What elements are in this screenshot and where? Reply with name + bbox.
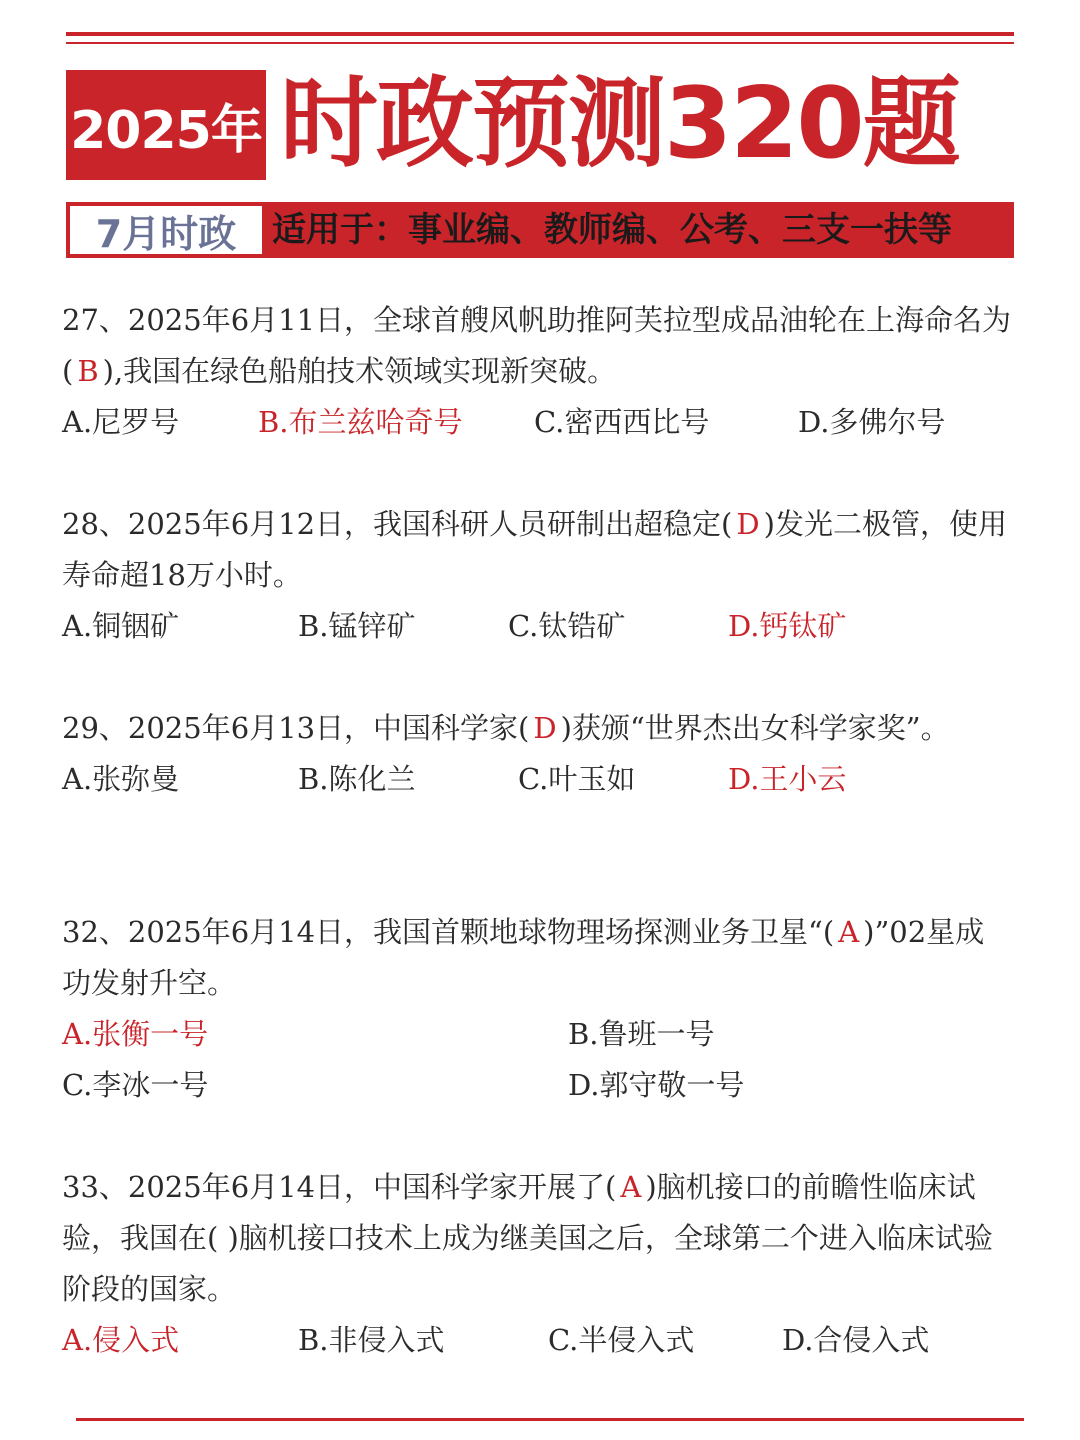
question-stem-end: ),我国在绿色船舶技术领域实现新突破。 — [102, 354, 617, 388]
answer-mark: D — [736, 507, 760, 541]
options-row — [62, 1009, 1012, 1060]
options-row — [62, 601, 1012, 652]
option-a-correct: A.张衡一号 — [62, 1017, 209, 1051]
option-d: D.郭守敬一号 — [568, 1068, 745, 1102]
answer-mark: A — [620, 1170, 642, 1204]
bottom-rule — [76, 1418, 1024, 1421]
question-text — [62, 295, 1012, 397]
option-d-correct: D.王小云 — [728, 762, 847, 796]
page-title: 时政预测320题 — [280, 67, 959, 181]
question-block — [62, 499, 1012, 652]
option-b-correct: B.布兰兹哈奇号 — [258, 405, 463, 439]
option-c: C.密西西比号 — [534, 405, 710, 439]
answer-mark: B — [77, 354, 99, 388]
question-stem-end: )获颁“世界杰出女科学家奖”。 — [560, 711, 950, 745]
option-b: B.陈化兰 — [298, 762, 416, 796]
option-d: D.多佛尔号 — [798, 405, 946, 439]
answer-mark: D — [533, 711, 557, 745]
option-c: C.叶玉如 — [518, 762, 636, 796]
option-b: B.锰锌矿 — [298, 609, 416, 643]
question-text — [62, 703, 952, 754]
question-block — [62, 1162, 1012, 1366]
question-text — [62, 907, 1012, 1009]
option-b: B.非侵入式 — [298, 1323, 445, 1357]
option-a: A.张弥曼 — [62, 762, 180, 796]
top-rule-thick — [66, 32, 1014, 36]
options-row — [62, 1315, 1012, 1366]
options-row — [62, 754, 1012, 805]
question-stem-start: 28、2025年6月12日，我国科研人员研制出超稳定( — [62, 507, 733, 541]
question-text — [62, 1162, 1012, 1315]
question-stem-start: 33、2025年6月14日，中国科学家开展了( — [62, 1170, 617, 1204]
year-badge: 2025年 — [66, 70, 266, 180]
question-stem-start: 29、2025年6月13日，中国科学家( — [62, 711, 530, 745]
question-block — [62, 907, 1012, 1111]
option-b: B.鲁班一号 — [568, 1017, 715, 1051]
option-d-correct: D.钙钛矿 — [728, 609, 847, 643]
question-stem-end: )脑机接口的前瞻性临床试验，我国在( )脑机接口技术上成为继美国之后，全球第二个进入临床试验阶段的国家。 — [62, 1170, 993, 1306]
month-badge: 7月时政 — [70, 206, 262, 254]
question-stem-start: 27、2025年6月11日，全球首艘风帆助推阿芙拉型成品油轮在上海命名为( — [62, 303, 1012, 388]
subtitle-text: 适用于：事业编、教师编、公考、三支一扶等 — [272, 210, 952, 250]
option-d: D.合侵入式 — [782, 1323, 930, 1357]
question-stem-end: )”02星成功发射升空。 — [62, 915, 985, 1000]
option-c: C.半侵入式 — [548, 1323, 695, 1357]
question-block — [62, 295, 1012, 448]
question-block — [62, 703, 1012, 805]
options-row — [62, 397, 1012, 448]
option-c: C.李冰一号 — [62, 1068, 209, 1102]
question-stem-end: )发光二极管，使用寿命超18万小时。 — [62, 507, 1007, 592]
option-c: C.钛锆矿 — [508, 609, 626, 643]
option-a: A.尼罗号 — [62, 405, 180, 439]
top-rule-thin — [66, 42, 1014, 44]
answer-mark: A — [838, 915, 860, 949]
option-a-correct: A.侵入式 — [62, 1323, 180, 1357]
question-stem-start: 32、2025年6月14日，我国首颗地球物理场探测业务卫星“( — [62, 915, 835, 949]
option-a: A.铜铟矿 — [62, 609, 180, 643]
options-row — [62, 1060, 1012, 1111]
question-text — [62, 499, 1012, 601]
